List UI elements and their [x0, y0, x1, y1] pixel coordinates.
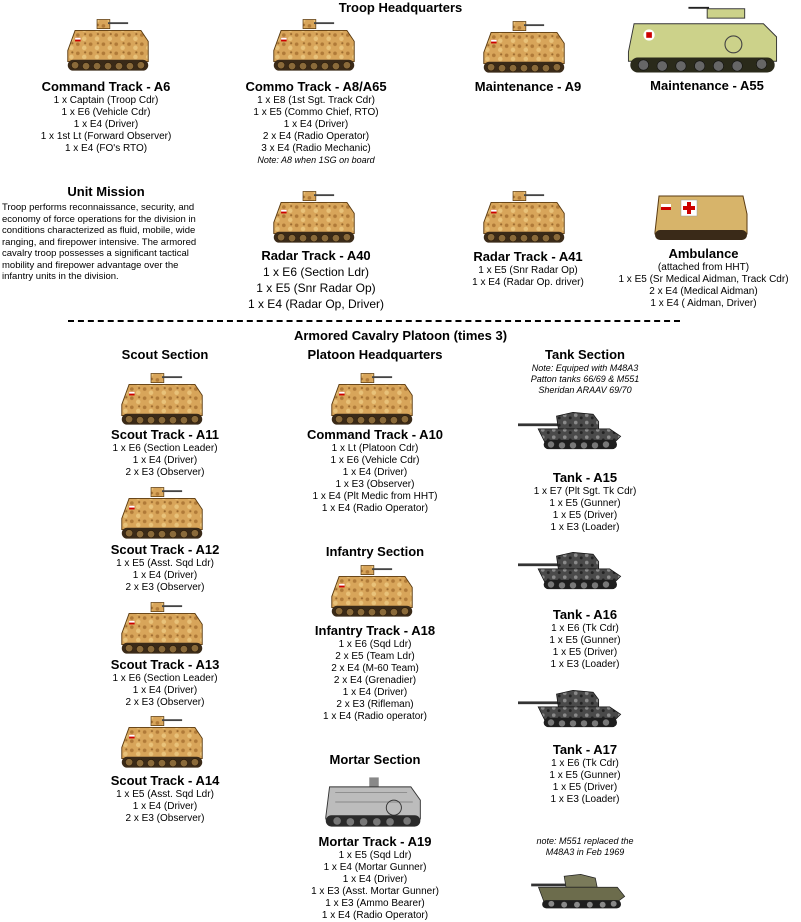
- crew-line: 1 x E7 (Plt Sgt. Tk Cdr): [533, 486, 637, 497]
- infantry-section-title: Infantry Section: [325, 544, 425, 559]
- note-line: Patton tanks 66/69 & M551: [530, 374, 640, 384]
- tank-a15-card: [480, 470, 690, 534]
- crew-line: 1 x E4 (FO's RTO): [64, 143, 148, 154]
- crew-line: 2 x E4 (Medical Aidman): [649, 286, 758, 297]
- crew-line: 1 x E4 (Driver): [342, 687, 408, 698]
- crew-line: 1 x Captain (Troop Cdr): [53, 95, 159, 106]
- scout-track-a14-card: [60, 773, 270, 825]
- crew-line: 1 x E4 (Driver): [132, 801, 198, 812]
- note-line: Note: Equiped with M48A3: [531, 363, 639, 373]
- section-divider: [68, 320, 680, 322]
- crew-line: 3 x E4 (Radio Mechanic): [261, 143, 371, 154]
- crew-line: 2 x E3 (Observer): [125, 582, 205, 593]
- unit-title: Tank - A16: [552, 607, 618, 622]
- unit-mission-title: Unit Mission: [67, 184, 145, 199]
- command-track-a10-image: [326, 368, 418, 432]
- ambulance-card: [606, 246, 801, 310]
- mortar-track-a19-image: [322, 772, 426, 832]
- tank-section-note: [480, 363, 690, 396]
- crew-line: 1 x E4 ( Aidman, Driver): [650, 298, 757, 309]
- tank-a17-card: [480, 742, 690, 806]
- radar-track-a40-card: [214, 248, 418, 312]
- crew-line: 1 x E4 (Driver): [132, 455, 198, 466]
- crew-line: 1 x E3 (Ammo Bearer): [325, 898, 425, 909]
- maintenance-a55-card: [614, 78, 800, 94]
- crew-line: 1 x E5 (Sr Medical Aidman, Track Cdr): [618, 274, 789, 285]
- mortar-section-title: Mortar Section: [329, 752, 421, 767]
- maintenance-a9-image: [478, 16, 570, 80]
- command-track-a10-card: [270, 427, 480, 515]
- platoon-title: Armored Cavalry Platoon (times 3): [293, 328, 508, 343]
- unit-title: Command Track - A10: [306, 427, 444, 442]
- unit-title: Scout Track - A14: [110, 773, 220, 788]
- crew-line: 1 x Lt (Platoon Cdr): [331, 443, 419, 454]
- scout-track-a14-image: [116, 711, 208, 775]
- maintenance-a9-card: [440, 79, 616, 95]
- unit-title: Maintenance - A55: [650, 78, 764, 93]
- scout-track-a12-image: [116, 482, 208, 546]
- sheridan-note: [480, 836, 690, 858]
- mortar-track-a19-card: [270, 834, 480, 922]
- crew-line: 2 x E5 (Team Ldr): [335, 651, 415, 662]
- crew-line: 1 x E3 (Loader): [550, 522, 620, 533]
- crew-line: 1 x E4 (Driver): [132, 685, 198, 696]
- crew-line: 1 x E4 (Driver): [342, 467, 408, 478]
- ambulance-image: [651, 184, 751, 244]
- scout-track-a11-card: [60, 427, 270, 479]
- infantry-track-a18-card: [270, 623, 480, 723]
- scout-section-title: Scout Section: [121, 347, 209, 362]
- crew-line: 1 x E5 (Gunner): [549, 498, 621, 509]
- crew-line: 1 x E5 (Driver): [552, 510, 618, 521]
- crew-line: 1 x E4 (Driver): [73, 119, 139, 130]
- unit-title: Scout Track - A11: [111, 427, 219, 442]
- crew-line: 1 x E5 (Driver): [552, 782, 618, 793]
- crew-line: 1 x E5 (Commo Chief, RTO): [253, 107, 379, 118]
- crew-line: 1 x E6 (Sqd Ldr): [338, 639, 412, 650]
- crew-line: 1 x E4 (Mortar Gunner): [323, 862, 427, 873]
- platoon-hq-title: Platoon Headquarters: [307, 347, 443, 362]
- crew-line: 1 x E5 (Snr Radar Op): [478, 265, 578, 276]
- command-track-a6-image: [62, 14, 154, 78]
- crew-line: (attached from HHT): [657, 262, 750, 273]
- crew-line: 1 x E6 (Tk Cdr): [551, 758, 619, 769]
- crew-line: 2 x E3 (Observer): [125, 467, 205, 478]
- tank-a16-image: [518, 544, 628, 592]
- crew-line: 1 x E8 (1st Sgt. Track Cdr): [257, 95, 375, 106]
- radar-track-a41-image: [478, 186, 570, 250]
- unit-title: Tank - A17: [552, 742, 618, 757]
- crew-line: 1 x E5 (Asst. Sqd Ldr): [116, 789, 214, 800]
- crew-line: 1 x E5 (Gunner): [549, 770, 621, 781]
- crew-line: 1 x E6 (Section Ldr): [262, 265, 370, 279]
- note-line: M48A3 in Feb 1969: [545, 847, 625, 857]
- scout-track-a13-card: [60, 657, 270, 709]
- tank-section-title: Tank Section: [545, 347, 625, 362]
- crew-line: 1 x E4 (Plt Medic from HHT): [312, 491, 438, 502]
- crew-line: 1 x E3 (Loader): [550, 794, 620, 805]
- tank-a17-image: [518, 682, 628, 730]
- crew-line: 1 x E6 (Tk Cdr): [551, 623, 619, 634]
- crew-line: 1 x 1st Lt (Forward Observer): [40, 131, 172, 142]
- crew-line: 1 x E5 (Gunner): [549, 635, 621, 646]
- crew-line: 2 x E4 (M-60 Team): [331, 663, 419, 674]
- crew-line: 2 x E3 (Observer): [125, 697, 205, 708]
- tank-a15-image: [518, 404, 628, 452]
- troop-hq-title: Troop Headquarters: [338, 0, 463, 15]
- scout-track-a11-image: [116, 368, 208, 432]
- crew-line: 1 x E6 (Section Leader): [112, 673, 218, 684]
- unit-mission-text: Troop performs reconnaissance, security, and economy of force operations for the division in conditions characterized as fluid, mobile, wide ranging, and firepower intensive. The armored cavalry troop possesses a significant tactical mobility and firepower advantage over the infantry units in the division.: [2, 202, 197, 282]
- crew-line: 1 x E4 (Radio Operator): [321, 910, 429, 921]
- note-line: Sheridan ARAAV 69/70: [538, 385, 632, 395]
- crew-line: 1 x E6 (Vehicle Cdr): [61, 107, 151, 118]
- sheridan-image: [522, 864, 632, 916]
- crew-line: 1 x E4 (Radio Operator): [321, 503, 429, 514]
- crew-line: 2 x E3 (Rifleman): [336, 699, 414, 710]
- unit-title: Commo Track - A8/A65: [245, 79, 387, 94]
- tank-a16-card: [480, 607, 690, 671]
- unit-note: Note: A8 when 1SG on board: [257, 155, 375, 165]
- unit-title: Command Track - A6: [41, 79, 171, 94]
- crew-line: 1 x E4 (Driver): [132, 570, 198, 581]
- crew-line: 1 x E4 (Radio operator): [323, 711, 427, 722]
- crew-line: 1 x E3 (Asst. Mortar Gunner): [311, 886, 439, 897]
- crew-line: 1 x E6 (Section Leader): [112, 443, 218, 454]
- crew-line: 1 x E5 (Sqd Ldr): [338, 850, 412, 861]
- crew-line: 2 x E4 (Radio Operator): [262, 131, 370, 142]
- radar-track-a41-card: [440, 249, 616, 289]
- unit-title: Tank - A15: [552, 470, 618, 485]
- infantry-track-a18-image: [326, 560, 418, 624]
- unit-title: Mortar Track - A19: [318, 834, 432, 849]
- scout-track-a12-card: [60, 542, 270, 594]
- note-line: note: M551 replaced the: [536, 836, 634, 846]
- unit-title: Radar Track - A41: [473, 249, 583, 264]
- crew-line: 1 x E4 (Driver): [283, 119, 349, 130]
- crew-line: 2 x E3 (Observer): [125, 813, 205, 824]
- crew-line: 1 x E4 (Driver): [342, 874, 408, 885]
- crew-line: 1 x E6 (Vehicle Cdr): [330, 455, 420, 466]
- maintenance-a55-image: [620, 5, 785, 80]
- crew-line: 1 x E5 (Driver): [552, 647, 618, 658]
- scout-track-a13-image: [116, 597, 208, 661]
- crew-line: 1 x E5 (Asst. Sqd Ldr): [116, 558, 214, 569]
- crew-line: 1 x E3 (Observer): [335, 479, 415, 490]
- command-track-a6-card: [0, 79, 212, 155]
- unit-title: Scout Track - A12: [110, 542, 220, 557]
- crew-line: 1 x E3 (Loader): [550, 659, 620, 670]
- unit-title: Maintenance - A9: [474, 79, 582, 94]
- unit-title: Radar Track - A40: [261, 248, 371, 263]
- unit-title: Ambulance: [668, 246, 739, 261]
- commo-track-a8-card: [214, 79, 418, 166]
- commo-track-a8-image: [268, 14, 360, 78]
- crew-line: 2 x E4 (Grenadier): [333, 675, 417, 686]
- unit-title: Scout Track - A13: [110, 657, 220, 672]
- crew-line: 1 x E4 (Radar Op. driver): [472, 277, 584, 288]
- unit-title: Infantry Track - A18: [314, 623, 436, 638]
- crew-line: 1 x E5 (Snr Radar Op): [256, 281, 376, 295]
- crew-line: 1 x E4 (Radar Op, Driver): [247, 297, 385, 311]
- radar-track-a40-image: [268, 186, 360, 250]
